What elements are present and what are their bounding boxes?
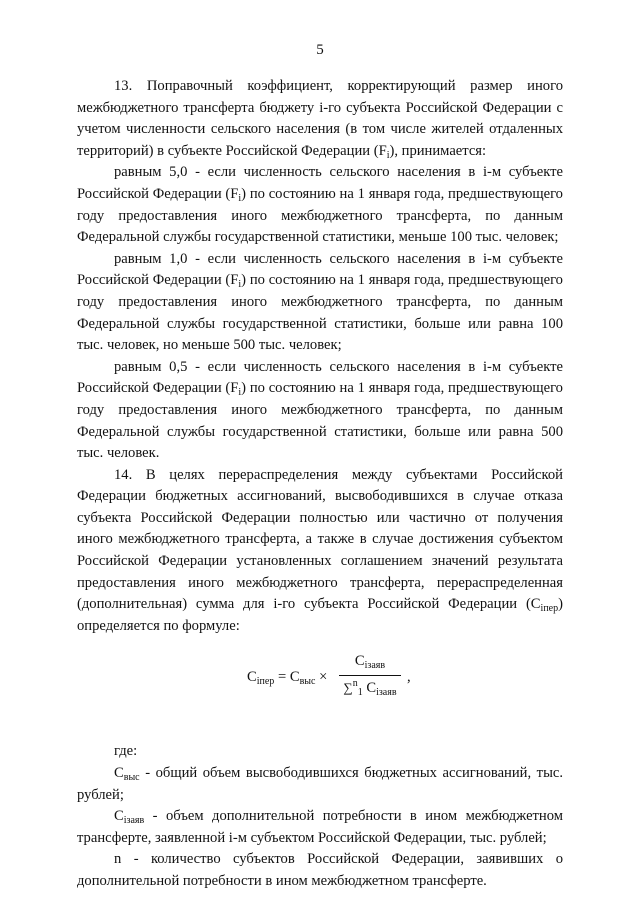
redistribution-formula: $C_{iпер} = C_{выс}$ × $C_{iзаяв}$ ∑$^n_1$ $C_{iзаяв}$ , (247, 653, 411, 699)
formula-numerator: $C_{iзаяв}$ (339, 651, 401, 676)
definition-vys: $C_{выс}$ - общий объем высвободившихся бюджетных ассигнований, тыс. рублей; (77, 765, 563, 803)
paragraph-13: 13. Поправочный коэффициент, корректирующий размер иного межбюджетного трансферта бюджету i-го субъекта Российской Федерации с учетом численности сельского населения (в том числе жителей отдаленных территорий) в субъекте Российской Федерации $(F_i)$, принимается: (77, 78, 563, 161)
paragraph-coef-05: равным 0,5 - если численность сельского населения в i-м субъекте Российской Федерации $(F_i)$ по состоянию на 1 января года, предшествующего году предоставления иного межбюджетного трансферта, по данным Федеральной службы государственной статистики, больше или равна 500 тыс. человек. (77, 358, 563, 462)
paragraph-coef-1: равным 1,0 - если численность сельского населения в i-м субъекте Российской Федерации $(F_i)$ по состоянию на 1 января года, предшествующего году предоставления иного межбюджетного трансферта, по данным Федеральной службы государственной статистики, больше или равна 100 тыс. человек, но меньше 500 тыс. человек; (77, 250, 563, 354)
formula-denominator: ∑$^n_1$ $C_{iзаяв}$ (343, 678, 397, 699)
document-body (77, 76, 563, 893)
page-number: 5 (316, 42, 324, 58)
paragraph-coef-5: равным 5,0 - если численность сельского населения в i-м субъекте Российской Федерации $(F_i)$ по состоянию на 1 января года, предшествующего году предоставления иного межбюджетного трансферта, по данным Федеральной службы государственной статистики, меньше 100 тыс. человек; (77, 164, 563, 246)
paragraph-14: 14. В целях перераспределения между субъектами Российской Федерации бюджетных ассигнований, высвободившихся в случае отказа субъекта Российской Федерации полностью или частично от получения иного межбюджетного трансферта, а также в случае достижения субъектом Российской Федерации установленных соглашением значений результата предоставления иного межбюджетного трансферта, перераспределенная (дополнительная) сумма для i-го субъекта Российской Федерации $(C_{iпер})$ определяется по формуле: (77, 466, 563, 634)
where-label: где: (114, 743, 138, 760)
definition-izayav: $C_{iзаяв}$ - объем дополнительной потребности в ином межбюджетном трансферте, заявленной i-м субъектом Российской Федерации, тыс. рублей; (77, 808, 563, 846)
sum-symbol: ∑ (343, 680, 353, 696)
formula-fraction (339, 651, 401, 699)
definition-n: n - количество субъектов Российской Федерации, заявивших о дополнительной потребности в ином межбюджетном трансферте. (77, 851, 563, 889)
formula-lhs: $C_{iпер} = C_{выс}$ × (247, 669, 328, 688)
